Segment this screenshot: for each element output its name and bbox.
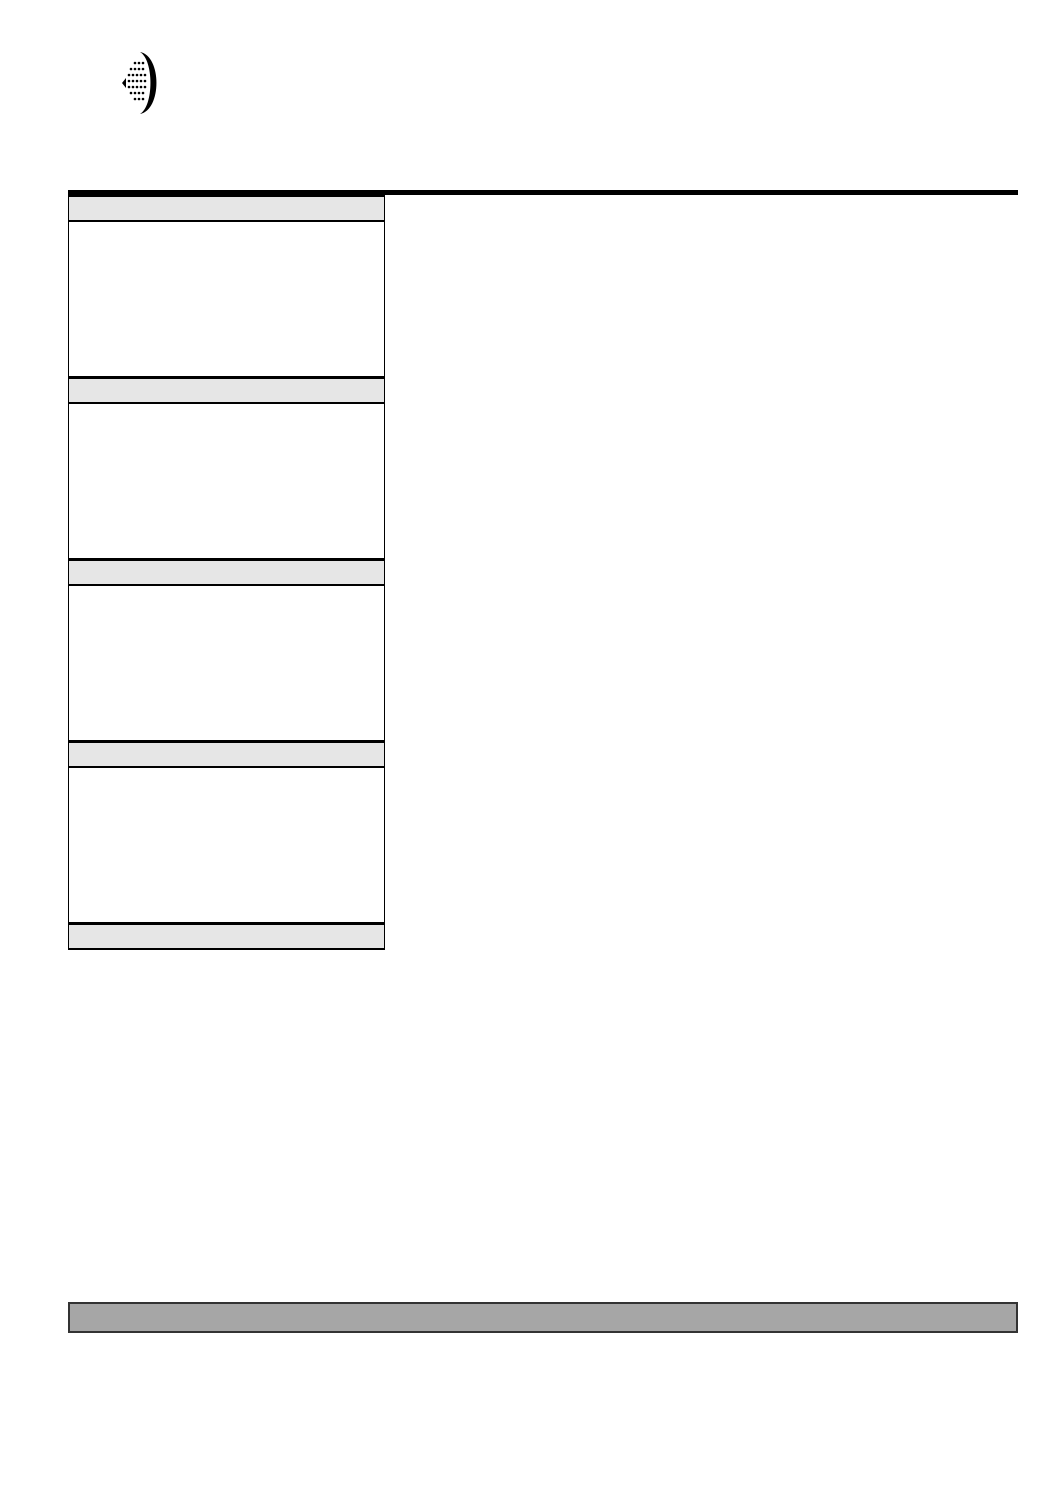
time-slot-band: [68, 923, 385, 950]
notice-banner: [68, 1302, 1018, 1333]
player-line: [69, 438, 384, 458]
match-players: [69, 438, 384, 527]
player-line: [69, 325, 384, 345]
time-slot-band: [68, 195, 385, 222]
player-line: [69, 276, 384, 296]
tournament-header: [380, 52, 676, 58]
player-line: [69, 487, 384, 507]
player-line: [69, 256, 384, 276]
empty-time-slot-band: [68, 559, 385, 586]
match-cell[interactable]: [68, 222, 385, 377]
player-line: [69, 507, 384, 527]
match-cell[interactable]: [68, 404, 385, 559]
vs-label: [69, 478, 384, 487]
empty-time-slot-band: [68, 741, 385, 768]
ipf-logo: [118, 50, 288, 116]
match-players: [69, 256, 384, 345]
player-line: [69, 305, 384, 325]
time-slot-band: [68, 377, 385, 404]
padel-racket-icon: [118, 50, 170, 116]
empty-match-cell: [68, 586, 385, 741]
player-line: [69, 458, 384, 478]
vs-label: [69, 296, 384, 305]
empty-match-cell: [68, 768, 385, 923]
